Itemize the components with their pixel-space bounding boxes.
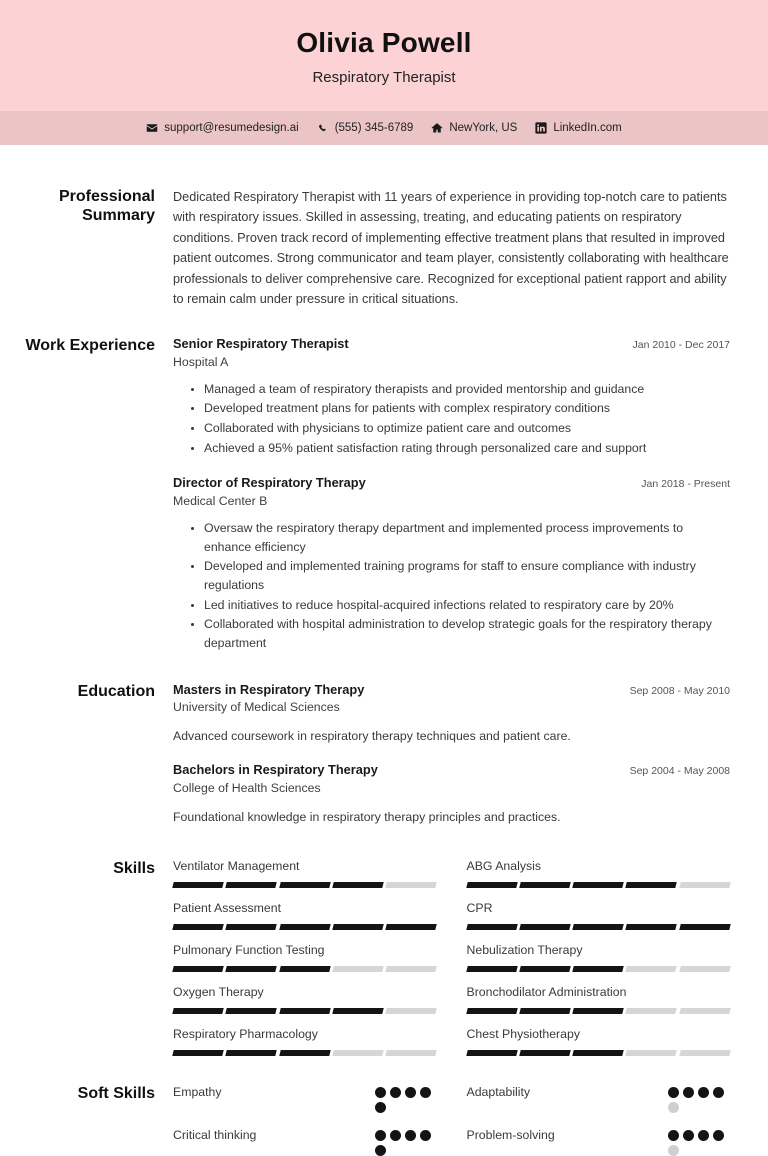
skill-level-segment — [572, 966, 624, 972]
skill-item — [173, 901, 437, 930]
resume-header — [0, 0, 768, 111]
experience-bullet: Developed treatment plans for patients with complex respiratory conditions — [191, 399, 730, 418]
experience-employer: Medical Center B — [173, 494, 268, 509]
skill-level-segment — [572, 924, 624, 930]
summary-body — [173, 187, 730, 310]
skill-level-segment — [626, 882, 678, 888]
skill-level-segment — [466, 1050, 518, 1056]
skill-level-segment — [279, 1008, 331, 1014]
skill-level-segment — [172, 1008, 224, 1014]
skill-name: Oxygen Therapy — [173, 984, 264, 999]
skill-level-segment — [332, 966, 384, 972]
skill-level-segment — [385, 882, 437, 888]
skill-level-segment — [172, 924, 224, 930]
soft-skill-item — [173, 1084, 437, 1113]
skill-level-bar — [173, 966, 437, 972]
experience-bullet: Oversaw the respiratory therapy department and implemented process improvements to enhance efficiency — [191, 519, 730, 556]
experience-date-range: Jan 2018 - Present — [641, 478, 730, 491]
section-label-experience: Work Experience — [25, 337, 155, 355]
soft-skill-dot — [668, 1102, 679, 1113]
contact-location-text: NewYork, US — [449, 121, 518, 134]
skill-level-segment — [572, 1008, 624, 1014]
skill-name: Pulmonary Function Testing — [173, 942, 325, 957]
section-soft-skills — [0, 1084, 768, 1156]
experience-bullet: Collaborated with hospital administration to develop strategic goals for the respiratory therapy department — [191, 615, 730, 652]
skill-level-segment — [172, 1050, 224, 1056]
soft-skill-dot — [390, 1130, 401, 1141]
soft-skill-dot — [683, 1087, 694, 1098]
education-description: Foundational knowledge in respiratory therapy principles and practices. — [173, 809, 561, 824]
experience-entry — [173, 475, 730, 652]
soft-skill-dot — [668, 1087, 679, 1098]
skill-level-segment — [385, 966, 437, 972]
skill-name: Ventilator Management — [173, 858, 300, 873]
education-institution: College of Health Sciences — [173, 780, 321, 795]
section-skills — [0, 859, 768, 1056]
education-degree: Masters in Respiratory Therapy — [173, 681, 365, 697]
skill-name: Respiratory Pharmacology — [173, 1026, 318, 1041]
skill-level-segment — [519, 966, 571, 972]
soft-skill-dot — [668, 1145, 679, 1156]
skill-level-segment — [385, 1050, 437, 1056]
soft-skill-rating — [375, 1127, 437, 1156]
soft-skill-item — [467, 1084, 731, 1113]
skill-level-segment — [466, 1008, 518, 1014]
skill-level-segment — [679, 882, 731, 888]
skill-name: Chest Physiotherapy — [466, 1026, 580, 1041]
soft-skill-dot — [405, 1130, 416, 1141]
skill-level-segment — [626, 1050, 678, 1056]
skill-level-segment — [226, 1008, 278, 1014]
phone-icon — [317, 122, 329, 134]
section-work-experience — [0, 336, 768, 654]
contact-linkedin-text: LinkedIn.com — [553, 121, 622, 134]
skill-item — [467, 859, 731, 888]
soft-skill-item — [173, 1127, 437, 1156]
skill-level-bar — [173, 882, 437, 888]
skill-level-segment — [385, 1008, 437, 1014]
soft-skill-dot — [375, 1087, 386, 1098]
skill-level-bar — [173, 1050, 437, 1056]
skill-level-bar — [467, 924, 731, 930]
soft-skill-dot — [375, 1102, 386, 1113]
soft-skill-dot — [375, 1145, 386, 1156]
soft-skill-item — [467, 1127, 731, 1156]
soft-skill-dot — [713, 1130, 724, 1141]
skill-level-segment — [519, 924, 571, 930]
skill-level-segment — [679, 966, 731, 972]
skill-level-segment — [332, 1008, 384, 1014]
skill-level-segment — [466, 966, 518, 972]
skills-body — [173, 859, 730, 1056]
soft-skills-grid — [173, 1084, 730, 1156]
experience-date-range: Jan 2010 - Dec 2017 — [632, 339, 730, 352]
experience-entry — [173, 336, 730, 457]
skill-level-segment — [172, 882, 224, 888]
soft-skill-dot — [698, 1087, 709, 1098]
skill-level-segment — [572, 882, 624, 888]
linkedin-icon — [535, 122, 547, 134]
experience-bullet-list — [191, 519, 730, 653]
skill-name: ABG Analysis — [466, 858, 541, 873]
experience-bullet: Led initiatives to reduce hospital-acquired infections related to respiratory care by 20% — [191, 596, 730, 615]
soft-skill-dot — [668, 1130, 679, 1141]
skill-level-segment — [519, 1008, 571, 1014]
envelope-icon — [146, 122, 158, 134]
soft-skill-dot — [713, 1087, 724, 1098]
skill-level-segment — [466, 924, 518, 930]
skill-item — [467, 943, 731, 972]
section-label-summary: Professional Summary — [58, 187, 155, 225]
contact-item-linkedin[interactable] — [535, 122, 621, 134]
education-degree: Bachelors in Respiratory Therapy — [173, 762, 378, 778]
contact-email-text: support@resumedesign.ai — [164, 121, 299, 134]
experience-bullet: Achieved a 95% patient satisfaction rating through personalized care and support — [191, 439, 730, 458]
skill-item — [173, 1027, 437, 1056]
section-professional-summary — [0, 187, 768, 310]
soft-skill-dot — [390, 1087, 401, 1098]
experience-body — [173, 336, 730, 654]
skill-name: CPR — [466, 900, 493, 915]
section-label-soft-skills: Soft Skills — [77, 1084, 155, 1102]
soft-skill-name: Problem-solving — [466, 1127, 555, 1142]
experience-entry-head — [173, 475, 730, 492]
soft-skill-name: Adaptability — [466, 1084, 531, 1099]
soft-skill-rating — [375, 1084, 437, 1113]
soft-skill-dot — [420, 1087, 431, 1098]
skill-level-bar — [467, 882, 731, 888]
skill-name: Nebulization Therapy — [466, 942, 583, 957]
skill-level-segment — [226, 882, 278, 888]
skill-level-segment — [626, 1008, 678, 1014]
soft-skill-dot — [683, 1130, 694, 1141]
skill-level-segment — [226, 966, 278, 972]
contact-item-email[interactable] — [146, 122, 298, 134]
soft-skill-dot — [420, 1130, 431, 1141]
soft-skill-rating — [668, 1127, 730, 1156]
skill-level-segment — [519, 1050, 571, 1056]
skills-grid — [173, 859, 730, 1056]
skill-level-bar — [467, 1050, 731, 1056]
contact-item-location[interactable] — [431, 122, 517, 134]
skill-level-segment — [519, 882, 571, 888]
education-institution: University of Medical Sciences — [173, 700, 340, 715]
soft-skills-body — [173, 1084, 730, 1156]
skill-level-bar — [173, 1008, 437, 1014]
skill-level-segment — [279, 966, 331, 972]
education-description: Advanced coursework in respiratory therapy techniques and patient care. — [173, 729, 571, 744]
education-date-range: Sep 2008 - May 2010 — [629, 684, 730, 697]
home-icon — [431, 122, 443, 134]
soft-skill-name: Critical thinking — [173, 1127, 257, 1142]
skill-item — [173, 859, 437, 888]
skill-level-segment — [679, 1008, 731, 1014]
skill-level-segment — [332, 882, 384, 888]
skill-level-segment — [172, 966, 224, 972]
skill-level-bar — [173, 924, 437, 930]
section-education — [0, 682, 768, 827]
education-entry — [173, 762, 730, 826]
education-body — [173, 682, 730, 827]
skill-name: Patient Assessment — [173, 900, 281, 915]
section-label-education: Education — [77, 682, 155, 700]
skill-item — [173, 985, 437, 1014]
contact-bar — [0, 111, 768, 145]
summary-text: Dedicated Respiratory Therapist with 11 years of experience in providing top-notch care to patients with respiratory issues. Skilled in assessing, treating, and educating patients on respiratory conditions. Proven track record of implementing effective treatment plans that resulted in improved patient outcomes. Strong communicator and team player, consistently collaborating with healthcare professionals to deliver comprehensive care. Recognized for exceptional patient rapport and ability to remain calm under pressure in critical situations. — [173, 189, 729, 307]
skill-level-segment — [572, 1050, 624, 1056]
skill-level-segment — [226, 1050, 278, 1056]
skill-level-segment — [279, 924, 331, 930]
skill-item — [173, 943, 437, 972]
experience-bullet: Managed a team of respiratory therapists and provided mentorship and guidance — [191, 380, 730, 399]
skill-level-segment — [279, 1050, 331, 1056]
education-date-range: Sep 2004 - May 2008 — [629, 765, 730, 778]
soft-skill-rating — [668, 1084, 730, 1113]
contact-phone-text: (555) 345-6789 — [334, 121, 414, 134]
skill-item — [467, 901, 731, 930]
experience-job-title: Senior Respiratory Therapist — [173, 336, 349, 352]
skill-level-bar — [467, 1008, 731, 1014]
skill-level-segment — [279, 882, 331, 888]
skill-level-segment — [466, 882, 518, 888]
skill-level-segment — [626, 966, 678, 972]
experience-job-title: Director of Respiratory Therapy — [173, 475, 366, 491]
skill-level-segment — [679, 1050, 731, 1056]
skill-item — [467, 985, 731, 1014]
skill-level-bar — [467, 966, 731, 972]
experience-bullet: Developed and implemented training programs for staff to ensure compliance with industry regulations — [191, 557, 730, 594]
experience-entry-head — [173, 336, 730, 353]
education-entry-head — [173, 762, 730, 779]
skill-level-segment — [226, 924, 278, 930]
education-entry — [173, 682, 730, 746]
skill-level-segment — [626, 924, 678, 930]
experience-employer: Hospital A — [173, 354, 229, 369]
experience-bullet: Collaborated with physicians to optimize patient care and outcomes — [191, 419, 730, 438]
skill-item — [467, 1027, 731, 1056]
skill-level-segment — [679, 924, 731, 930]
soft-skill-dot — [405, 1087, 416, 1098]
soft-skill-name: Empathy — [173, 1084, 222, 1099]
education-entry-head — [173, 682, 730, 699]
skill-name: Bronchodilator Administration — [466, 984, 627, 999]
soft-skill-dot — [698, 1130, 709, 1141]
skill-level-segment — [385, 924, 437, 930]
page-title: Olivia Powell — [296, 27, 472, 58]
skill-level-segment — [332, 924, 384, 930]
contact-item-phone[interactable] — [317, 122, 414, 134]
skill-level-segment — [332, 1050, 384, 1056]
soft-skill-dot — [375, 1130, 386, 1141]
experience-bullet-list — [191, 380, 730, 458]
job-title: Respiratory Therapist — [312, 68, 456, 86]
section-label-skills: Skills — [113, 859, 155, 877]
